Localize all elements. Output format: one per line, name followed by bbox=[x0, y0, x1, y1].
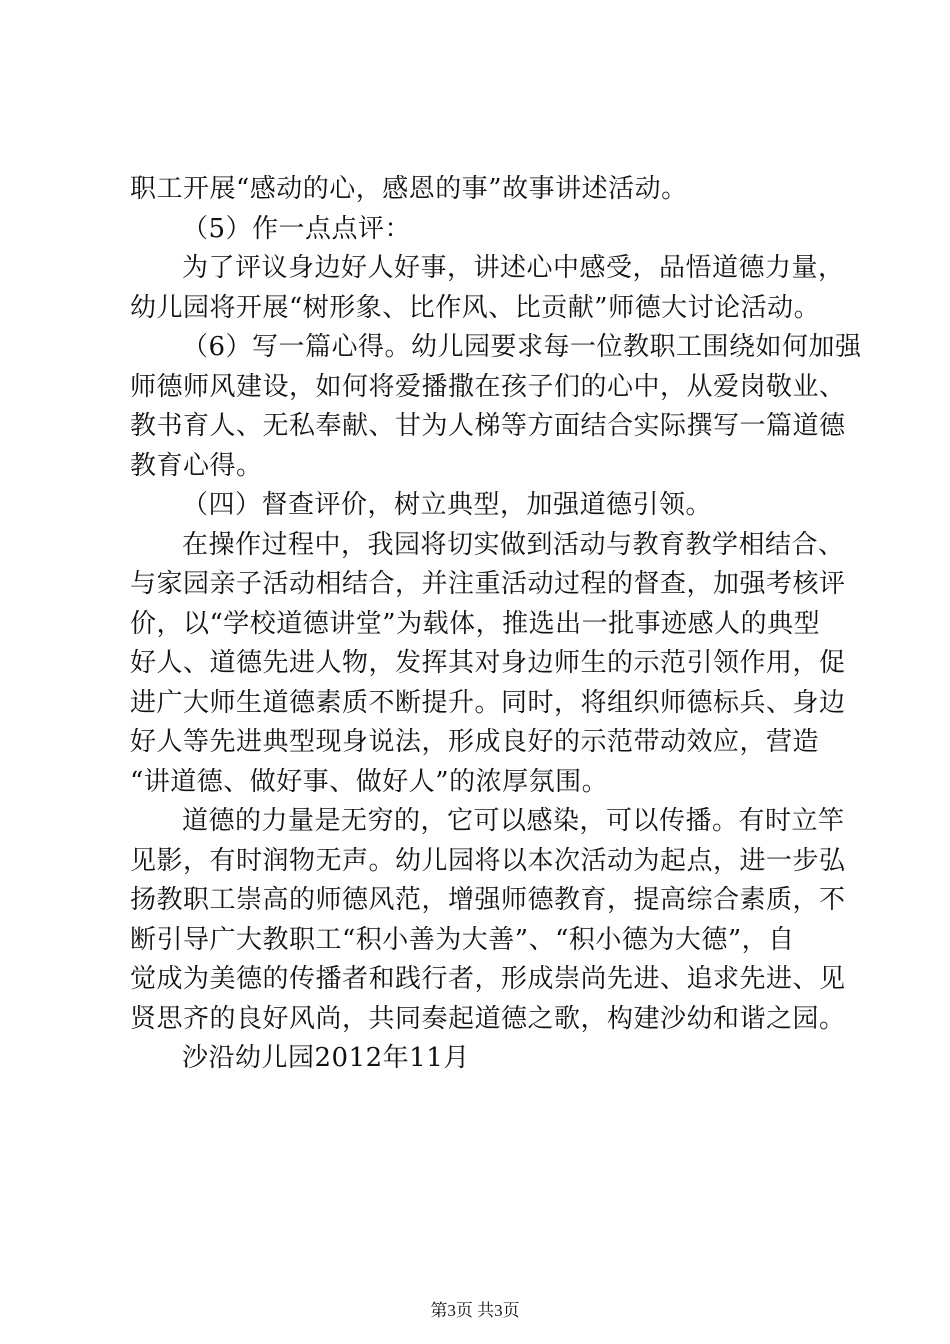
text-line: 贤思齐的良好风尚，共同奏起道德之歌，构建沙幼和谐之园。 bbox=[130, 1003, 846, 1034]
text-line: （5）作一点点评： bbox=[182, 213, 412, 244]
text-line: （四）督查评价，树立典型，加强道德引领。 bbox=[182, 490, 713, 520]
text-line: 断引导广大教职工“积小善为大善”、“积小德为大德”，自 bbox=[130, 924, 795, 955]
text-line: 好人、道德先进人物，发挥其对身边师生的示范引领作用，促 bbox=[130, 648, 846, 678]
text-line: 道德的力量是无穷的，它可以感染，可以传播。有时立竿 bbox=[182, 806, 845, 836]
text-line: 沙沿幼儿园2012年11月 bbox=[182, 1043, 470, 1073]
text-line: （6）写一篇心得。幼儿园要求每一位教职工围绕如何加强 bbox=[182, 332, 862, 362]
text-line: 进广大师生道德素质不断提升。同时，将组织师德标兵、身边 bbox=[130, 687, 846, 718]
text-line: 见影，有时润物无声。幼儿园将以本次活动为起点，进一步弘 bbox=[130, 845, 846, 876]
text-line: 职工开展“感动的心，感恩的事”故事讲述活动。 bbox=[130, 174, 688, 204]
text-line: 在操作过程中，我园将切实做到活动与教育教学相结合、 bbox=[182, 529, 845, 560]
document-body bbox=[130, 170, 862, 1079]
text-line: 教育心得。 bbox=[130, 450, 263, 481]
text-line: 好人等先进典型现身说法，形成良好的示范带动效应，营造 bbox=[130, 727, 820, 757]
text-line: 教书育人、无私奉献、甘为人梯等方面结合实际撰写一篇道德 bbox=[130, 411, 846, 441]
text-line: 与家园亲子活动相结合，并注重活动过程的督查，加强考核评 bbox=[130, 569, 846, 599]
text-line: 扬教职工崇高的师德风范，增强师德教育，提高综合素质，不 bbox=[130, 885, 846, 915]
text-line: “讲道德、做好事、做好人”的浓厚氛围。 bbox=[130, 766, 609, 797]
text-line: 师德师风建设，如何将爱播撒在孩子们的心中，从爱岗敬业、 bbox=[130, 371, 846, 402]
text-line: 价，以“学校道德讲堂”为载体，推选出一批事迹感人的典型 bbox=[130, 608, 821, 639]
text-line: 为了评议身边好人好事，讲述心中感受，品悟道德力量， bbox=[182, 253, 845, 283]
text-line: 幼儿园将开展“树形象、比作风、比贡献”师德大讨论活动。 bbox=[130, 292, 821, 323]
text-line: 觉成为美德的传播者和践行者，形成崇尚先进、追求先进、见 bbox=[130, 964, 846, 994]
page-footer: 第3页 共3页 bbox=[430, 1301, 520, 1320]
